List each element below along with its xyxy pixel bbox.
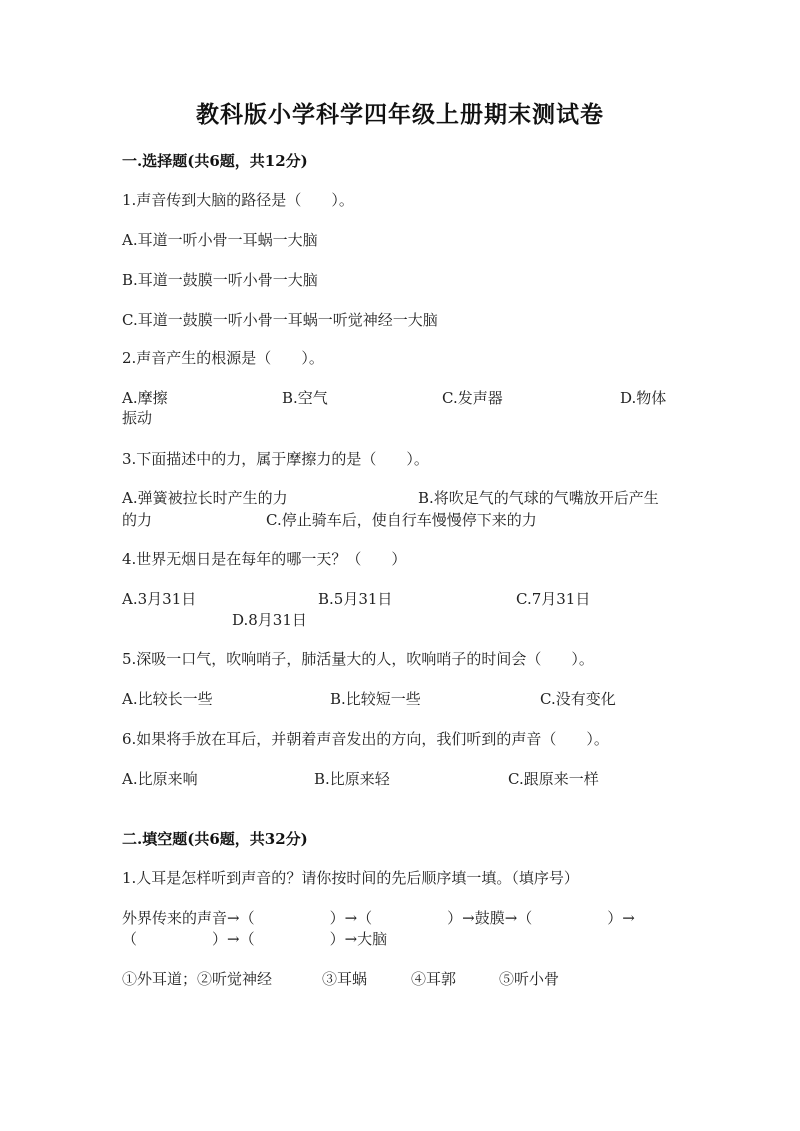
question-6-option-a: A.比原来响 xyxy=(122,770,198,788)
fill-blank-line-1: 外界传来的声音→（ ）→（ ）→鼓膜→（ ）→ xyxy=(122,909,635,927)
question-stem-5: 5.深吸一口气，吹响哨子，肺活量大的人，吹响哨子的时间会（ ）。 xyxy=(122,650,594,668)
question-3-option-b: B.将吹足气的气球的气嘴放开后产生 xyxy=(418,489,659,507)
question-4-option-d: D.8月31日 xyxy=(232,611,307,629)
section-heading-fill: 二.填空题(共6题，共32分) xyxy=(122,830,308,848)
question-3-option-b-wrap: 的力 xyxy=(122,511,153,529)
fill-choice-1-2: ①外耳道；②听觉神经 xyxy=(122,970,273,988)
question-3-option-a: A.弹簧被拉长时产生的力 xyxy=(122,489,288,507)
question-stem-1: 1.声音传到大脑的路径是（ ）。 xyxy=(122,191,354,209)
question-2-option-a: A.摩擦 xyxy=(122,389,168,407)
fill-choice-4: ④耳郭 xyxy=(411,970,457,988)
question-1-option-a: A.耳道一听小骨一耳蜗一大脑 xyxy=(122,231,318,249)
question-2-option-c: C.发声器 xyxy=(442,389,503,407)
question-stem-4: 4.世界无烟日是在每年的哪一天？（ ） xyxy=(122,550,407,568)
question-2-option-d-wrap: 振动 xyxy=(122,409,153,427)
question-5-option-c: C.没有变化 xyxy=(540,690,616,708)
question-4-option-c: C.7月31日 xyxy=(516,590,591,608)
fill-choice-5: ⑤听小骨 xyxy=(499,970,560,988)
fill-question-stem-1: 1.人耳是怎样听到声音的？请你按时间的先后顺序填一填。（填序号） xyxy=(122,869,579,887)
question-4-option-a: A.3月31日 xyxy=(122,590,197,608)
question-4-option-b: B.5月31日 xyxy=(318,590,393,608)
question-6-option-c: C.跟原来一样 xyxy=(508,770,599,788)
question-stem-6: 6.如果将手放在耳后，并朝着声音发出的方向，我们听到的声音（ ）。 xyxy=(122,730,609,748)
question-3-option-c: C.停止骑车后，使自行车慢慢停下来的力 xyxy=(266,511,537,529)
fill-blank-line-2: （ ）→（ ）→大脑 xyxy=(122,930,388,948)
question-stem-2: 2.声音产生的根源是（ ）。 xyxy=(122,349,324,367)
section-heading-choice: 一.选择题(共6题，共12分) xyxy=(122,152,308,170)
fill-choice-3: ③耳蜗 xyxy=(322,970,368,988)
question-2-option-b: B.空气 xyxy=(282,389,328,407)
question-2-option-d: D.物体 xyxy=(620,389,667,407)
question-1-option-b: B.耳道一鼓膜一听小骨一大脑 xyxy=(122,271,318,289)
question-stem-3: 3.下面描述中的力，属于摩擦力的是（ ）。 xyxy=(122,450,429,468)
page-title: 教科版小学科学四年级上册期末测试卷 xyxy=(196,101,604,128)
question-1-option-c: C.耳道一鼓膜一听小骨一耳蜗一听觉神经一大脑 xyxy=(122,311,438,329)
question-5-option-b: B.比较短一些 xyxy=(330,690,421,708)
question-6-option-b: B.比原来轻 xyxy=(314,770,390,788)
question-5-option-a: A.比较长一些 xyxy=(122,690,213,708)
